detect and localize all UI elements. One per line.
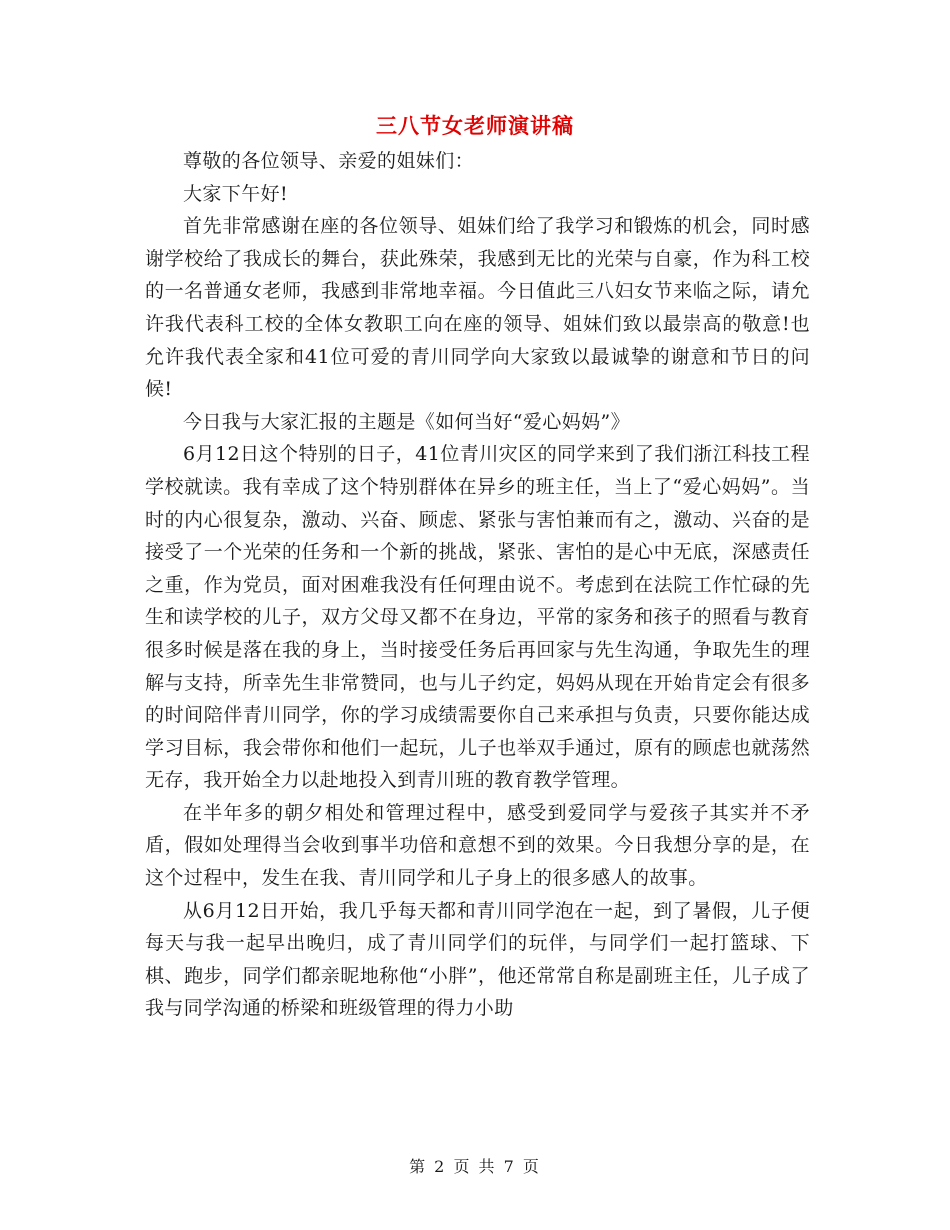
paragraph-topic: 今日我与大家汇报的主题是《如何当好“爱心妈妈”》: [183, 410, 631, 433]
paragraph: 首先非常感谢在座的各位领导、姐妹们给了我学习和锻炼的机会，同时感谢学校给了我成长的舞台，获此殊荣，我感到无比的光荣与自豪，作为科工校的一名普通女老师，我感到非常地幸福。今日值此三八妇女节来临之际，请允许我代表科工校的全体女教职工向在座的领导、姐妹们致以最崇高的敬意!也允许我代表全家和41位可爱的青川同学向大家致以最诚挚的谢意和节日的问候!: [145, 215, 810, 401]
paragraph: 从6月12日开始，我几乎每天都和青川同学泡在一起，到了暑假，儿子便每天与我一起早出晚归，成了青川同学们的玩伴，与同学们一起打篮球、下棋、跑步，同学们都亲昵地称他“小胖”，他还常常自称是副班主任，儿子成了我与同学沟通的桥梁和班级管理的得力小助: [145, 899, 810, 1020]
paragraph-greeting: 大家下午好!: [183, 182, 289, 205]
page-footer: 第 2 页 共 7 页: [409, 1157, 541, 1176]
paragraph: 6月12日这个特别的日子，41位青川灾区的同学来到了我们浙江科技工程学校就读。我有幸成了这个特别群体在异乡的班主任，当上了“爱心妈妈”。当时的内心很复杂，激动、兴奋、顾虑、紧张与害怕兼而有之，激动、兴奋的是接受了一个光荣的任务和一个新的挑战，紧张、害怕的是心中无底，深感责任之重，作为党员，面对困难我没有任何理由说不。考虑到在法院工作忙碌的先生和读学校的儿子，双方父母又都不在身边，平常的家务和孩子的照看与教育很多时候是落在我的身上，当时接受任务后再回家与先生沟通，争取先生的理解与支持，所幸先生非常赞同，也与儿子约定，妈妈从现在开始肯定会有很多的时间陪伴青川同学，你的学习成绩需要你自己来承担与负责，只要你能达成学习目标，我会带你和他们一起玩，儿子也举双手通过，原有的顾虑也就荡然无存，我开始全力以赴地投入到青川班的教育教学管理。: [145, 443, 810, 792]
paragraph-salutation: 尊敬的各位领导、亲爱的姐妹们：: [183, 150, 475, 172]
paragraph: 在半年多的朝夕相处和管理过程中，感受到爱同学与爱孩子其实并不矛盾，假如处理得当会收到事半功倍和意想不到的效果。今日我想分享的是，在这个过程中，发生在我、青川同学和儿子身上的很多感人的故事。: [145, 801, 810, 890]
document-body: [145, 145, 810, 1025]
document-title: 三八节女老师演讲稿: [376, 113, 574, 138]
